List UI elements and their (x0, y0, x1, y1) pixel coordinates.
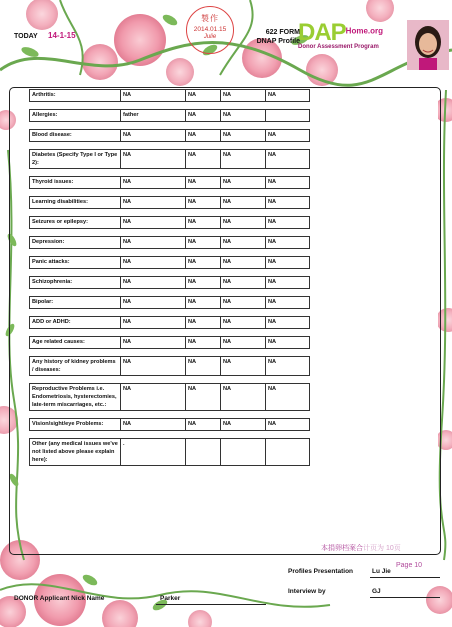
answer-cell: NA (266, 237, 310, 249)
spacer-row (30, 189, 310, 197)
answer-cell: NA (121, 150, 186, 169)
logo-main-text: DAP (298, 19, 346, 46)
answer-cell: NA (266, 357, 310, 376)
table-row (30, 439, 310, 466)
answer-cell: NA (221, 297, 266, 309)
answer-cell: NA (266, 197, 310, 209)
table-row (30, 277, 310, 289)
interview-label: Interview by (288, 588, 326, 595)
nickname-underline (156, 604, 266, 605)
answer-cell: NA (266, 130, 310, 142)
answer-cell: NA (186, 257, 221, 269)
answer-cell: NA (121, 237, 186, 249)
spacer-row (30, 169, 310, 177)
table-row (30, 197, 310, 209)
spacer-cell (30, 229, 310, 237)
answer-cell: NA (221, 217, 266, 229)
answer-cell: NA (186, 130, 221, 142)
spacer-cell (30, 122, 310, 130)
spacer-cell (30, 289, 310, 297)
answer-cell: NA (221, 110, 266, 122)
answer-cell: NA (121, 337, 186, 349)
answer-cell: NA (266, 90, 310, 102)
condition-cell: Panic attacks: (30, 257, 121, 269)
logo-small-text: Home.org (345, 26, 384, 36)
condition-cell: Seizures or epilepsy: (30, 217, 121, 229)
page-count-note (321, 543, 401, 553)
answer-cell (266, 110, 310, 122)
medical-history-table (29, 89, 310, 473)
spacer-row (30, 349, 310, 357)
condition-cell: Any history of kidney problems / diseases: (30, 357, 121, 376)
spacer-cell (30, 169, 310, 177)
approval-stamp (186, 6, 234, 54)
answer-cell: NA (221, 257, 266, 269)
answer-cell: NA (221, 419, 266, 431)
condition-cell: Other (any medical issues we've not listed above please explain here): (30, 439, 121, 466)
answer-cell: NA (221, 357, 266, 376)
nickname-label: DONOR Applicant Nick Name (14, 595, 105, 602)
table-row (30, 297, 310, 309)
answer-cell: NA (221, 317, 266, 329)
spacer-row (30, 269, 310, 277)
spacer-row (30, 142, 310, 150)
spacer-row (30, 209, 310, 217)
condition-cell: Thyroid issues: (30, 177, 121, 189)
answer-cell: NA (186, 237, 221, 249)
table-row (30, 90, 310, 102)
condition-cell: Allergies: (30, 110, 121, 122)
spacer-cell (30, 102, 310, 110)
spacer-row (30, 376, 310, 384)
spacer-cell (30, 249, 310, 257)
answer-cell: father (121, 110, 186, 122)
table-row (30, 110, 310, 122)
spacer-row (30, 249, 310, 257)
answer-cell: NA (121, 177, 186, 189)
form-title-line1: 622 FORM (265, 29, 300, 36)
answer-cell: NA (121, 90, 186, 102)
stamp-name: Julie (203, 34, 217, 40)
answer-cell (266, 439, 310, 466)
table-row (30, 217, 310, 229)
answer-cell: NA (221, 197, 266, 209)
spacer-cell (30, 376, 310, 384)
answer-cell (221, 439, 266, 466)
answer-cell: NA (186, 384, 221, 411)
spacer-cell (30, 431, 310, 439)
answer-cell: NA (186, 217, 221, 229)
answer-cell: NA (221, 337, 266, 349)
answer-cell: NA (266, 150, 310, 169)
donor-photo (407, 20, 449, 70)
answer-cell: NA (266, 337, 310, 349)
presentation-value: Lu Jie (372, 568, 391, 575)
table-row (30, 317, 310, 329)
answer-cell: NA (266, 297, 310, 309)
spacer-row (30, 122, 310, 130)
answer-cell: NA (121, 384, 186, 411)
condition-cell: Reproductive Problems i.e. Endometriosis, hysterectomies, late-term miscarriages, etc.: (30, 384, 121, 411)
answer-cell: NA (221, 130, 266, 142)
spacer-cell (30, 349, 310, 357)
answer-cell: NA (121, 317, 186, 329)
spacer-cell (30, 466, 310, 474)
answer-cell: NA (121, 257, 186, 269)
presentation-underline (370, 577, 440, 578)
interview-underline (370, 597, 440, 598)
logo-subtitle: Donor Assessment Program (298, 44, 379, 50)
condition-cell: Blood disease: (30, 130, 121, 142)
spacer-row (30, 309, 310, 317)
spacer-cell (30, 329, 310, 337)
spacer-cell (30, 269, 310, 277)
answer-cell: NA (121, 419, 186, 431)
spacer-row (30, 102, 310, 110)
answer-cell: NA (121, 277, 186, 289)
condition-cell: Bipolar: (30, 297, 121, 309)
condition-cell: Schizophrenia: (30, 277, 121, 289)
answer-cell: NA (186, 337, 221, 349)
answer-cell: NA (221, 177, 266, 189)
spacer-row (30, 411, 310, 419)
answer-cell: NA (186, 297, 221, 309)
condition-cell: Learning disabilities: (30, 197, 121, 209)
page-number: Page 10 (396, 562, 423, 569)
spacer-row (30, 289, 310, 297)
today-date: 14-1-15 (48, 31, 76, 40)
presentation-label: Profiles Presentation (288, 568, 354, 575)
spacer-row (30, 431, 310, 439)
table-row (30, 257, 310, 269)
answer-cell: NA (121, 130, 186, 142)
answer-cell: NA (186, 197, 221, 209)
table-row (30, 337, 310, 349)
condition-cell: Vision/sight/eye Problems: (30, 419, 121, 431)
answer-cell: NA (186, 357, 221, 376)
table-row (30, 384, 310, 411)
answer-cell: NA (266, 384, 310, 411)
answer-cell: NA (121, 297, 186, 309)
answer-cell: NA (186, 177, 221, 189)
answer-cell: . (121, 439, 186, 466)
page-count-gray: 计页为 10页 (363, 545, 401, 552)
spacer-row (30, 466, 310, 474)
spacer-cell (30, 142, 310, 150)
stamp-top-text: 製作 (201, 14, 219, 23)
condition-cell: Depression: (30, 237, 121, 249)
table-row (30, 357, 310, 376)
page-count-text: 本捐卵档案合 (321, 545, 363, 552)
condition-cell: Arthritis: (30, 90, 121, 102)
table-row (30, 419, 310, 431)
answer-cell: NA (266, 217, 310, 229)
table-row (30, 237, 310, 249)
answer-cell: NA (266, 257, 310, 269)
table-row (30, 150, 310, 169)
answer-cell: NA (221, 277, 266, 289)
form-title-line2: DNAP Profile (256, 38, 300, 45)
spacer-cell (30, 411, 310, 419)
answer-cell: NA (186, 90, 221, 102)
answer-cell: NA (121, 357, 186, 376)
condition-cell: Age related causes: (30, 337, 121, 349)
today-label: TODAY (14, 33, 38, 40)
form-title (240, 28, 300, 46)
answer-cell: NA (221, 384, 266, 411)
answer-cell: NA (186, 277, 221, 289)
table-row (30, 177, 310, 189)
answer-cell: NA (266, 419, 310, 431)
answer-cell: NA (121, 217, 186, 229)
spacer-row (30, 329, 310, 337)
nickname-value: Parker (160, 595, 181, 602)
answer-cell: NA (186, 419, 221, 431)
answer-cell: NA (266, 317, 310, 329)
answer-cell: NA (221, 90, 266, 102)
spacer-row (30, 229, 310, 237)
answer-cell: NA (221, 237, 266, 249)
answer-cell: NA (121, 197, 186, 209)
condition-cell: Diabetes (Specify Type I or Type 2): (30, 150, 121, 169)
spacer-cell (30, 209, 310, 217)
blank-right-panel (310, 89, 438, 552)
spacer-cell (30, 309, 310, 317)
answer-cell: NA (186, 150, 221, 169)
answer-cell: NA (221, 150, 266, 169)
dap-logo (298, 21, 406, 50)
condition-cell: ADD or ADHD: (30, 317, 121, 329)
answer-cell: NA (266, 277, 310, 289)
stamp-date: 2014.01.15 (193, 26, 227, 33)
answer-cell (186, 439, 221, 466)
answer-cell: NA (186, 317, 221, 329)
spacer-cell (30, 189, 310, 197)
table-row (30, 130, 310, 142)
answer-cell: NA (186, 110, 221, 122)
answer-cell: NA (266, 177, 310, 189)
interview-value: GJ (372, 588, 381, 595)
